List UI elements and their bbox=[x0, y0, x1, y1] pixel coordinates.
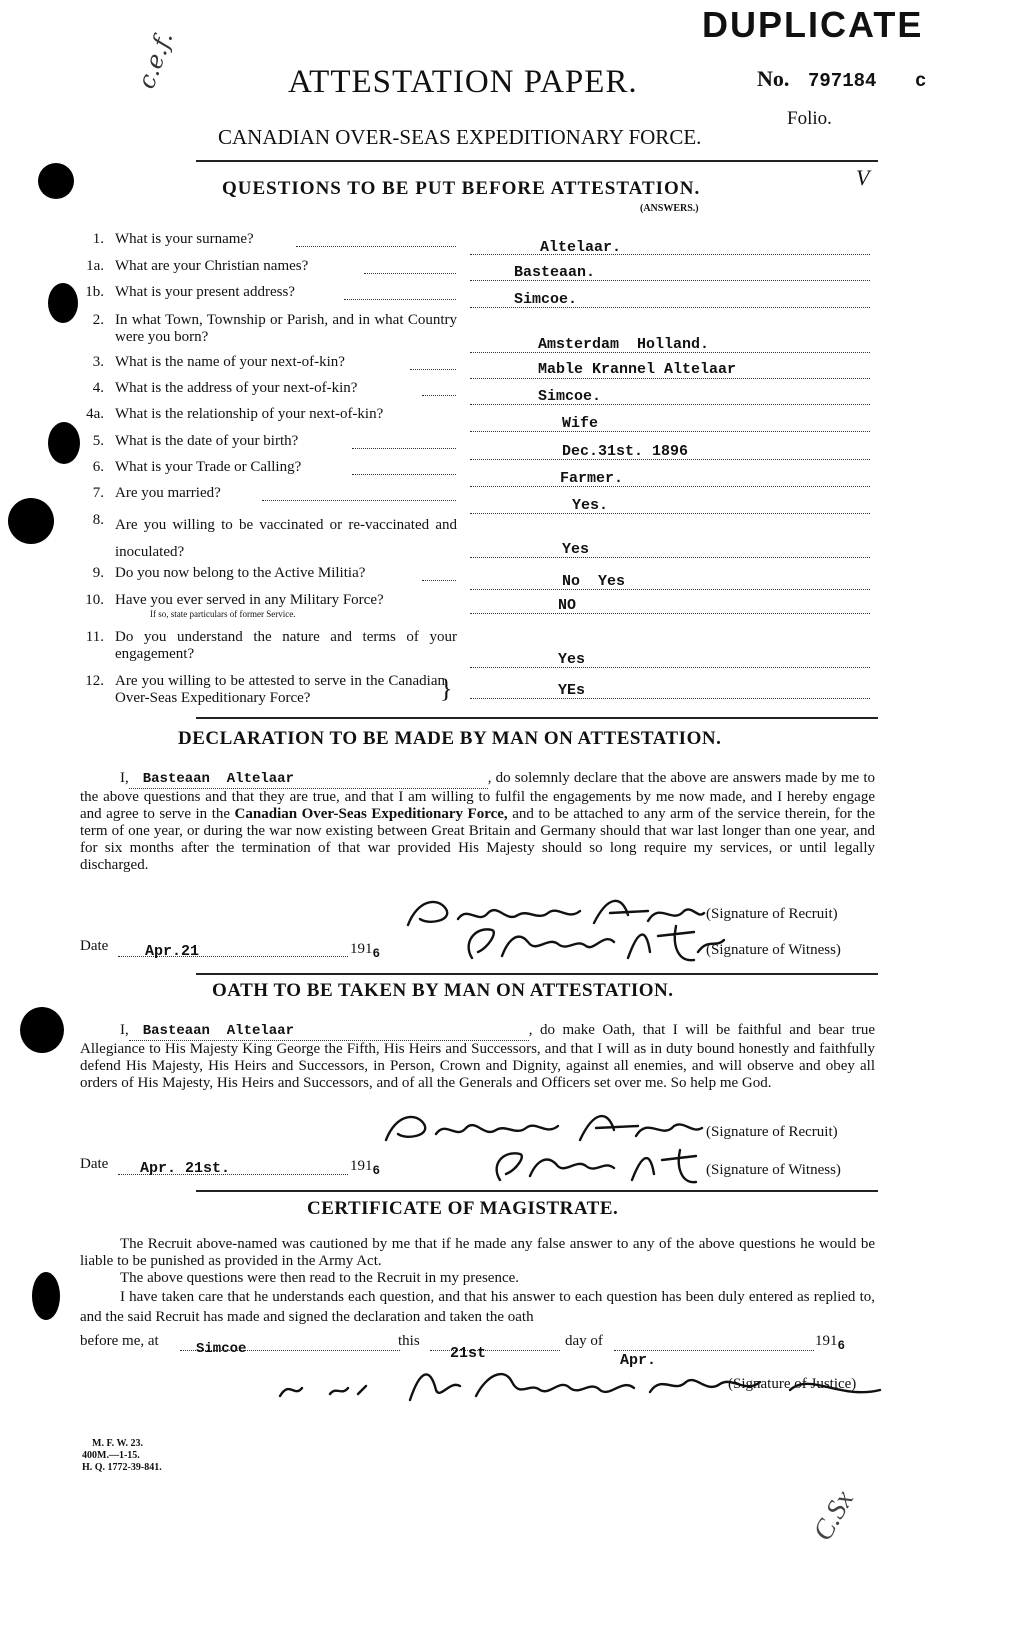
number-suffix: c bbox=[915, 70, 927, 92]
answer-willing-to-serve: YEs bbox=[558, 682, 586, 699]
answer-next-of-kin-address: Simcoe. bbox=[538, 388, 602, 405]
answer-next-of-kin: Mable Krannel Altelaar bbox=[538, 361, 737, 378]
oath-date-label: Date bbox=[80, 1156, 109, 1172]
certificate-text: The Recruit above-named was cautioned by me that if he made any false answer to any of the above questions he would be liable to be punished as provided in the Army Act. The above questions were then read to the Recruit in my presence. I have taken care that he understands each question, and that his answer to each question has been duly entered as replied to, and the said Recruit has made and signed the declaration and taken the oath bbox=[80, 1236, 875, 1325]
answer-birth-date: Dec.31st. 1896 bbox=[562, 443, 689, 460]
certificate-year: $191_6$ bbox=[815, 1333, 846, 1353]
answers-label: (ANSWERS.) bbox=[640, 203, 699, 214]
witness-signature bbox=[486, 1146, 726, 1186]
oath-name: Basteaan Altelaar bbox=[129, 1023, 529, 1041]
certificate-place: Simcoe bbox=[196, 1341, 247, 1357]
punch-hole bbox=[38, 163, 74, 199]
declaration-heading: DECLARATION TO BE MADE BY MAN ON ATTESTATION. bbox=[178, 728, 722, 749]
justice-signature-label: (Signature of Justice) bbox=[728, 1376, 857, 1392]
divider bbox=[196, 160, 878, 162]
answer-active-militia: No Yes bbox=[562, 573, 626, 590]
answer-military-service: NO bbox=[558, 597, 577, 614]
answer-vaccinated: Yes bbox=[562, 541, 590, 558]
declaration-text: I, Basteaan Altelaar , do solemnly declare that the above are answers made by me to the above questions and that they are true, and that I am willing to fulfil the engagements by me now made, and I hereby engage and agree to serve in the Canadian Over-Seas Expeditionary Force, and to be attached to any arm of the service therein, for the term of one year, or during the war now existing between Great Britain and Germany should that war last longer than one year, and for six months after the termination of that war provided His Majesty should so long require my services, or until legally discharged. bbox=[80, 770, 876, 873]
number-label: No. bbox=[757, 66, 790, 91]
oath-year: $191_6$ bbox=[350, 1158, 381, 1178]
corner-note: C.Sx bbox=[807, 1485, 861, 1547]
certificate-day: 21st bbox=[450, 1345, 487, 1362]
answer-christian-names: Basteaan. bbox=[514, 264, 596, 281]
check-mark: V bbox=[856, 165, 870, 190]
before-me-label: before me, at bbox=[80, 1333, 159, 1349]
answer-surname: Altelaar. bbox=[540, 239, 622, 256]
duplicate-stamp: DUPLICATE bbox=[702, 4, 924, 45]
recruit-signature bbox=[376, 1110, 706, 1146]
punch-hole bbox=[8, 498, 54, 544]
witness-signature bbox=[458, 922, 728, 966]
answer-birthplace: Amsterdam Holland. bbox=[538, 336, 710, 353]
divider bbox=[196, 717, 878, 719]
this-label: this bbox=[398, 1333, 420, 1349]
answer-trade: Farmer. bbox=[560, 470, 624, 487]
answer-present-address: Simcoe. bbox=[514, 291, 578, 308]
punch-hole bbox=[32, 1272, 60, 1320]
folio-label: Folio. bbox=[787, 108, 832, 129]
punch-hole bbox=[20, 1007, 64, 1053]
answer-relationship: Wife bbox=[562, 415, 599, 432]
oath-recruit-signature-label: (Signature of Recruit) bbox=[706, 1124, 838, 1140]
answer-understand-terms: Yes bbox=[558, 651, 586, 668]
questions-heading: QUESTIONS TO BE PUT BEFORE ATTESTATION. bbox=[222, 178, 701, 199]
oath-witness-signature-label: (Signature of Witness) bbox=[706, 1162, 841, 1178]
certificate-month: Apr. bbox=[620, 1352, 657, 1369]
declaration-year: $191_6$ bbox=[350, 941, 381, 961]
declaration-name: Basteaan Altelaar bbox=[129, 771, 488, 789]
oath-date: Apr. 21st. bbox=[140, 1160, 231, 1177]
document-subtitle: CANADIAN OVER-SEAS EXPEDITIONARY FORCE. bbox=[218, 125, 702, 149]
form-code: M. F. W. 23. 400M.—1-15. H. Q. 1772-39-841. bbox=[82, 1438, 162, 1473]
regiment-number: 797184 bbox=[808, 70, 877, 92]
declaration-date-label: Date bbox=[80, 938, 109, 954]
oath-text: I, Basteaan Altelaar , do make Oath, that I will be faithful and bear true Allegiance to His Majesty King George the Fifth, His Heirs and Successors, and that I will as in duty bound honestly and faithfully defend His Majesty, His Heirs and Successors, in Person, Crown and Dignity, against all enemies, and will observe and obey all orders of His Majesty, His Heirs and Successors, and of all the Generals and Officers set over me. So help me God. bbox=[80, 1022, 875, 1091]
document-title: ATTESTATION PAPER. bbox=[288, 64, 638, 100]
margin-note: c.e.f. bbox=[132, 27, 179, 93]
recruit-signature-label: (Signature of Recruit) bbox=[706, 906, 838, 922]
witness-signature-label: (Signature of Witness) bbox=[706, 942, 841, 958]
day-of-label: day of bbox=[565, 1333, 603, 1349]
punch-hole bbox=[48, 283, 78, 323]
declaration-date: Apr.21 bbox=[145, 943, 200, 960]
certificate-heading: CERTIFICATE OF MAGISTRATE. bbox=[307, 1198, 619, 1219]
divider bbox=[196, 1190, 878, 1192]
answer-married: Yes. bbox=[572, 497, 609, 514]
divider bbox=[196, 973, 878, 975]
oath-heading: OATH TO BE TAKEN BY MAN ON ATTESTATION. bbox=[212, 980, 674, 1001]
